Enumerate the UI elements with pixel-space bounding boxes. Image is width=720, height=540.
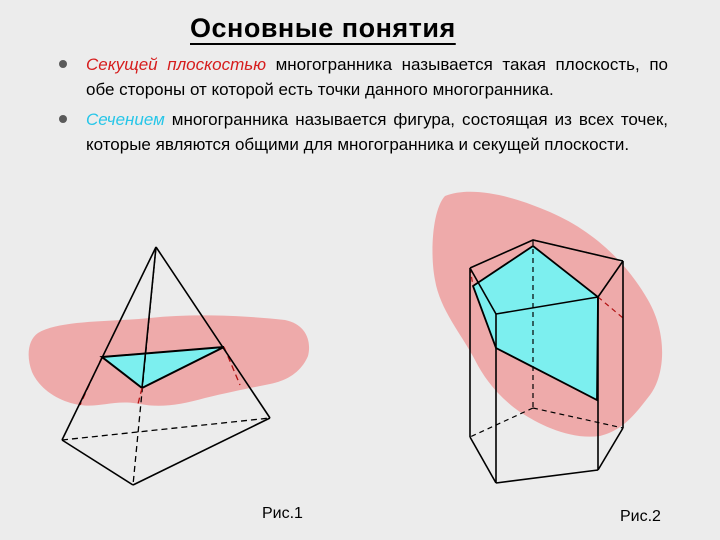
term-cutting-plane: Секущей плоскостью [86, 55, 266, 74]
definition-text: многогранника называется фигура, состоящая из всех точек, которые являются общими для многогранника и секущей плоскости. [86, 110, 668, 154]
definition-text: многогранника называется такая плоскость, по обе стороны от которой есть точки данного многогранника. [86, 55, 668, 99]
term-section: Сечением [86, 110, 165, 129]
figure-2-prism [432, 192, 662, 483]
figure-1-caption: Рис.1 [262, 505, 303, 522]
page-title: Основные понятия [190, 13, 456, 43]
figure-1-pyramid [29, 247, 309, 485]
figure-2-caption: Рис.2 [620, 508, 661, 525]
